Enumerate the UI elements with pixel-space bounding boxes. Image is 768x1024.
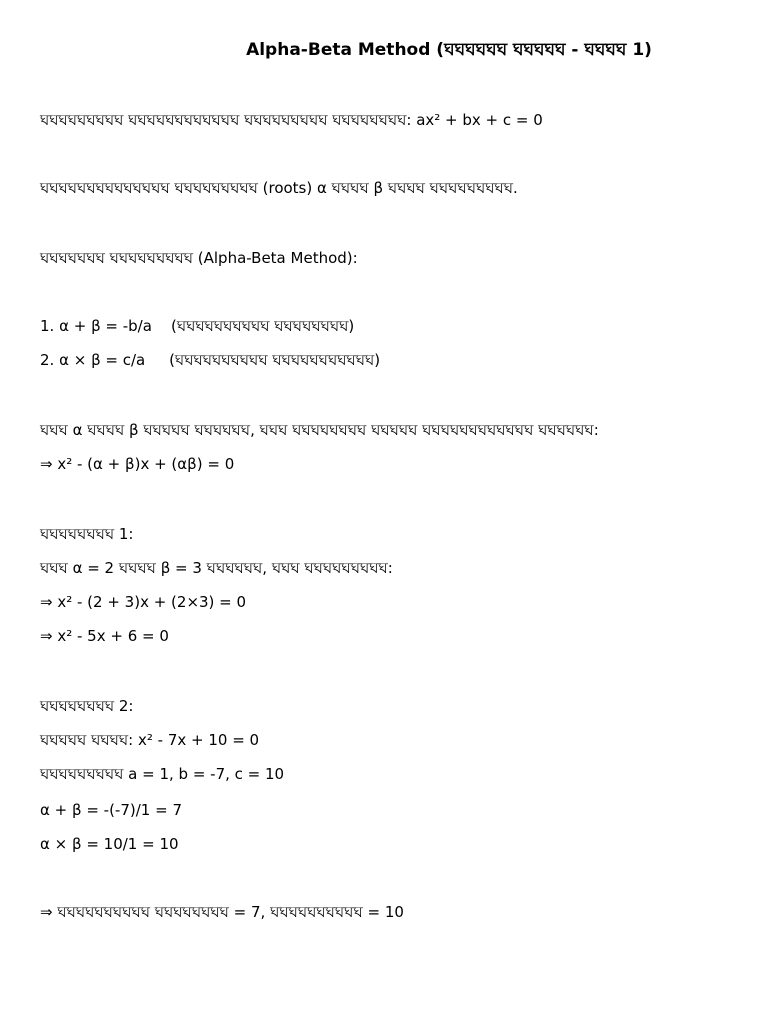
form-equation-line: ⇒ x² - (α + β)x + (αβ) = 0 bbox=[40, 455, 235, 473]
example1-given-line: ঘঘঘ α = 2 ঘঘঘঘ β = 3 ঘঘঘঘঘঘ, ঘঘঘ ঘঘঘঘঘঘঘঘঘ: bbox=[40, 559, 393, 577]
example1-heading: ঘঘঘঘঘঘঘঘ 1: bbox=[40, 525, 134, 543]
example1-step1-line: ⇒ x² - (2 + 3)x + (2×3) = 0 bbox=[40, 593, 247, 611]
example2-product-line: α × β = 10/1 = 10 bbox=[40, 835, 179, 853]
page-title: Alpha-Beta Method (ঘঘঘঘঘঘ ঘঘঘঘঘ - ঘঘঘঘ 1) bbox=[246, 40, 652, 60]
method-heading: ঘঘঘঘঘঘঘ ঘঘঘঘঘঘঘঘঘ (Alpha-Beta Method): bbox=[40, 249, 358, 267]
example2-heading: ঘঘঘঘঘঘঘঘ 2: bbox=[40, 697, 134, 715]
intro-roots-line: ঘঘঘঘঘঘঘঘঘঘঘঘঘঘ ঘঘঘঘঘঘঘঘঘ (roots) α ঘঘঘঘ β ঘঘঘঘ ঘঘঘঘঘঘঘঘঘ. bbox=[40, 179, 518, 197]
intro-equation-line: ঘঘঘঘঘঘঘঘঘ ঘঘঘঘঘঘঘঘঘঘঘঘ ঘঘঘঘঘঘঘঘঘ ঘঘঘঘঘঘঘঘ: ax² + bx + c = 0 bbox=[40, 111, 543, 129]
conclusion-line: ⇒ ঘঘঘঘঘঘঘঘঘঘ ঘঘঘঘঘঘঘঘ = 7, ঘঘঘঘঘঘঘঘঘঘ = 10 bbox=[40, 903, 404, 921]
rule-product-line: 2. α × β = c/a (ঘঘঘঘঘঘঘঘঘঘ ঘঘঘঘঘঘঘঘঘঘঘ) bbox=[40, 351, 381, 369]
example2-given-line: ঘঘঘঘঘ ঘঘঘঘ: x² - 7x + 10 = 0 bbox=[40, 731, 260, 749]
example1-step2-line: ⇒ x² - 5x + 6 = 0 bbox=[40, 627, 169, 645]
example2-sum-line: α + β = -(-7)/1 = 7 bbox=[40, 801, 182, 819]
rule-sum-line: 1. α + β = -b/a (ঘঘঘঘঘঘঘঘঘঘ ঘঘঘঘঘঘঘঘ) bbox=[40, 317, 355, 335]
form-intro-line: ঘঘঘ α ঘঘঘঘ β ঘঘঘঘঘ ঘঘঘঘঘঘ, ঘঘঘ ঘঘঘঘঘঘঘঘ ঘঘঘঘঘ ঘঘঘঘঘঘঘঘঘঘঘঘ ঘঘঘঘঘঘ: bbox=[40, 421, 599, 439]
example2-coeffs-line: ঘঘঘঘঘঘঘঘঘ a = 1, b = -7, c = 10 bbox=[40, 765, 285, 783]
